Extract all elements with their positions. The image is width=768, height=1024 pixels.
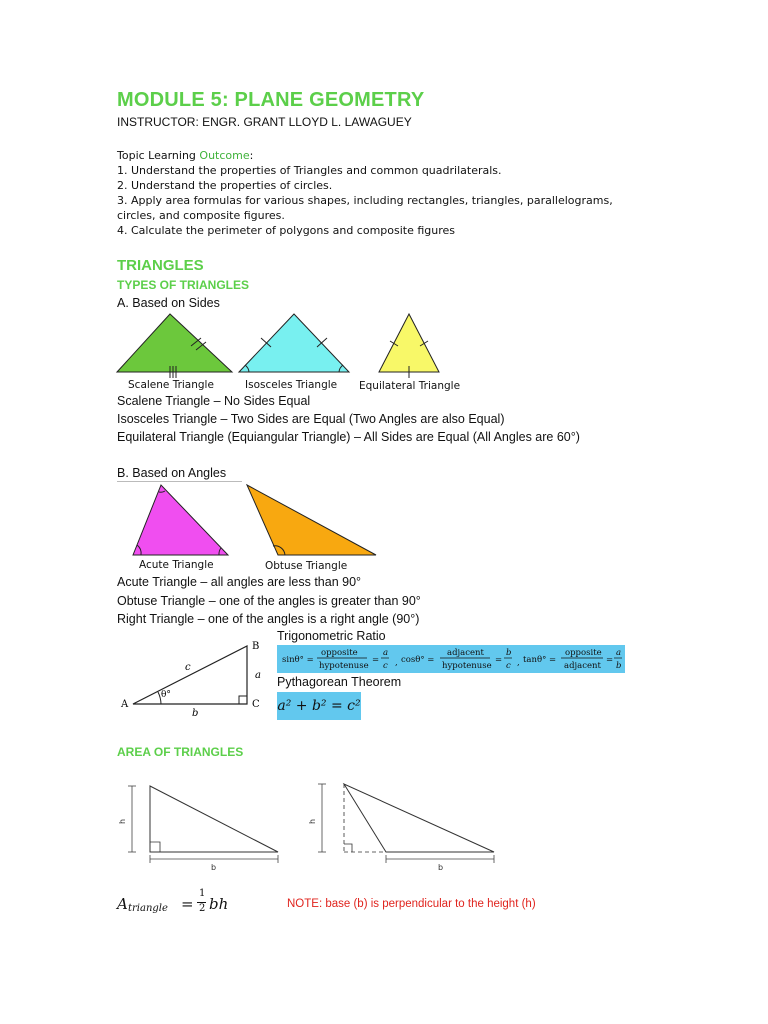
equilateral-triangle bbox=[379, 314, 439, 372]
learning-outcomes bbox=[117, 148, 637, 238]
height-label: h bbox=[118, 818, 127, 824]
base-label: b bbox=[438, 863, 444, 872]
learning-item: 1. Understand the properties of Triangles and common quadrilaterals. bbox=[117, 164, 502, 177]
tan-eq: = bbox=[606, 655, 614, 665]
formula-equals: = bbox=[181, 895, 194, 913]
pythagorean-box bbox=[277, 692, 361, 720]
trig-sep: , bbox=[395, 658, 398, 668]
cos-lhs: cosθ° = bbox=[401, 655, 435, 665]
trig-sep: , bbox=[517, 658, 520, 668]
scalene-label: Scalene Triangle bbox=[128, 379, 214, 391]
isosceles-triangle bbox=[239, 314, 349, 372]
acute-label: Acute Triangle bbox=[139, 559, 214, 571]
pythagorean-formula: a² + b² = c² bbox=[277, 698, 361, 714]
acute-triangle bbox=[133, 485, 228, 555]
formula-numerator: 1 bbox=[199, 888, 206, 899]
vertex-a-label: A bbox=[121, 699, 129, 710]
cos-den: hypotenuse bbox=[442, 661, 492, 671]
trig-ratio-box bbox=[277, 645, 625, 673]
angles-heading: B. Based on Angles bbox=[117, 466, 227, 480]
sides-line: Equilateral Triangle (Equiangular Triangle) – All Sides are Equal (All Angles are 60°) bbox=[117, 430, 580, 444]
area-heading: AREA OF TRIANGLES bbox=[117, 745, 244, 759]
height-label: h bbox=[308, 818, 317, 824]
sides-line: Scalene Triangle – No Sides Equal bbox=[117, 394, 311, 408]
vertex-c-label: C bbox=[252, 699, 260, 710]
vertex-b-label: B bbox=[252, 641, 260, 652]
right-angle-marker bbox=[150, 842, 160, 852]
learning-item: circles, and composite figures. bbox=[117, 209, 285, 222]
sides-line: Isosceles Triangle – Two Sides are Equal (Two Angles are also Equal) bbox=[117, 412, 505, 426]
triangles-heading: TRIANGLES bbox=[117, 257, 204, 274]
instructor-line: INSTRUCTOR: ENGR. GRANT LLOYD L. LAWAGUEY bbox=[117, 115, 412, 129]
right-area-triangle bbox=[150, 786, 278, 852]
angles-line: Obtuse Triangle – one of the angles is greater than 90° bbox=[117, 594, 421, 608]
scalene-triangle bbox=[117, 314, 232, 372]
cos-frac-den: c bbox=[506, 661, 511, 671]
isosceles-label: Isosceles Triangle bbox=[245, 379, 338, 391]
theta-label: θ° bbox=[161, 690, 171, 700]
page-title: MODULE 5: PLANE GEOMETRY bbox=[117, 89, 425, 111]
side-a-label: a bbox=[255, 670, 261, 681]
trig-formulas bbox=[277, 645, 625, 673]
cos-eq: = bbox=[495, 655, 503, 665]
tan-den: adjacent bbox=[564, 661, 601, 671]
formula-lhs: A bbox=[117, 895, 128, 913]
trig-heading: Trigonometric Ratio bbox=[277, 629, 386, 643]
cos-frac-num: b bbox=[506, 648, 512, 658]
learning-prefix: Topic Learning bbox=[117, 149, 200, 162]
types-heading: TYPES OF TRIANGLES bbox=[117, 278, 250, 292]
sides-heading: A. Based on Sides bbox=[117, 296, 220, 310]
formula-rhs: bh bbox=[209, 895, 229, 913]
sin-lhs: sinθ° = bbox=[282, 655, 314, 665]
equilateral-label: Equilateral Triangle bbox=[359, 380, 461, 392]
right-angle-marker bbox=[344, 844, 352, 852]
tan-lhs: tanθ° = bbox=[523, 655, 557, 665]
obtuse-area-triangle bbox=[344, 784, 494, 852]
sin-frac-num: a bbox=[383, 648, 389, 658]
tan-num: opposite bbox=[565, 648, 602, 658]
obtuse-triangle bbox=[247, 485, 376, 555]
pythagorean-heading: Pythagorean Theorem bbox=[277, 675, 402, 689]
formula-subscript: triangle bbox=[128, 903, 168, 914]
area-figures bbox=[110, 768, 510, 878]
learning-item: 4. Calculate the perimeter of polygons and composite figures bbox=[117, 224, 456, 237]
sin-den: hypotenuse bbox=[319, 661, 369, 671]
formula-denominator: 2 bbox=[199, 903, 206, 914]
learning-suffix: : bbox=[249, 149, 254, 162]
angles-line: Right Triangle – one of the angles is a right angle (90°) bbox=[117, 612, 420, 626]
learning-highlight: Outcome bbox=[199, 149, 250, 162]
sin-num: opposite bbox=[321, 648, 358, 658]
obtuse-label: Obtuse Triangle bbox=[265, 560, 348, 572]
angles-line: Acute Triangle – all angles are less than 90° bbox=[117, 575, 362, 589]
side-c-label: c bbox=[185, 662, 191, 673]
learning-heading bbox=[117, 148, 637, 163]
cos-num: adjacent bbox=[447, 648, 484, 658]
right-angle-marker bbox=[239, 696, 247, 704]
area-note: NOTE: base (b) is perpendicular to the height (h) bbox=[287, 898, 536, 910]
base-label: b bbox=[211, 863, 217, 872]
sin-eq: = bbox=[372, 655, 380, 665]
tan-frac-den: b bbox=[616, 661, 622, 671]
tan-frac-num: a bbox=[616, 648, 622, 658]
right-triangle-figure bbox=[115, 636, 275, 718]
angles-figure bbox=[115, 482, 385, 562]
side-b-label: b bbox=[192, 708, 199, 718]
right-triangle bbox=[133, 646, 247, 704]
learning-item: 2. Understand the properties of circles. bbox=[117, 179, 333, 192]
sin-frac-den: c bbox=[383, 661, 388, 671]
learning-item: 3. Apply area formulas for various shapes, including rectangles, triangles, parallelograms, bbox=[117, 194, 613, 207]
